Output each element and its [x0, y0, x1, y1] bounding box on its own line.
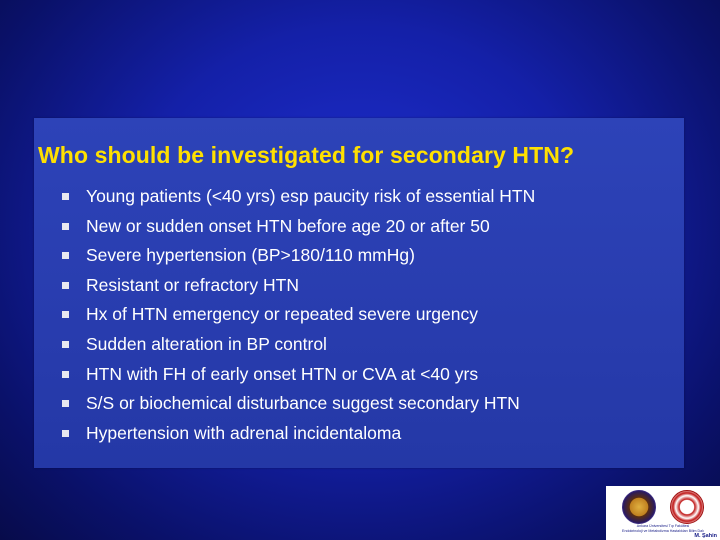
bullet-text: S/S or biochemical disturbance suggest secondary HTN — [86, 393, 520, 414]
bullet-text: Sudden alteration in BP control — [86, 333, 327, 354]
institution-line-1: Ankara Üniversitesi Tıp Fakültesi — [636, 524, 690, 528]
square-bullet-icon — [62, 430, 69, 437]
bullet-text: Severe hypertension (BP>180/110 mmHg) — [86, 245, 415, 266]
bullet-text: Young patients (<40 yrs) esp paucity risk of essential HTN — [86, 186, 536, 206]
slide-title: Who should be investigated for secondary HTN? — [38, 142, 575, 168]
institution-fine-print — [608, 524, 718, 533]
square-bullet-icon — [62, 223, 69, 230]
faculty-seal-icon — [670, 490, 704, 524]
square-bullet-icon — [62, 371, 69, 378]
bullet-text: HTN with FH of early onset HTN or CVA at <40 yrs — [86, 363, 479, 384]
content-panel — [34, 118, 684, 468]
institution-line-2: Endokrinoloji ve Metabolizma Hastalıkları Bilim Dalı — [622, 528, 704, 533]
square-bullet-icon — [62, 311, 69, 318]
bullet-text: Hypertension with adrenal incidentaloma — [86, 422, 402, 443]
author-name: M. Şahin — [694, 533, 717, 539]
institution-logo-box — [606, 486, 720, 540]
bullet-text: Resistant or refractory HTN — [86, 274, 299, 295]
square-bullet-icon — [62, 252, 69, 259]
bullet-text: New or sudden onset HTN before age 20 or after 50 — [86, 215, 490, 236]
square-bullet-icon — [62, 193, 69, 200]
square-bullet-icon — [62, 282, 69, 289]
square-bullet-icon — [62, 341, 69, 348]
bullet-text: Hx of HTN emergency or repeated severe urgency — [86, 304, 478, 325]
square-bullet-icon — [62, 400, 69, 407]
university-seal-icon — [622, 490, 656, 524]
